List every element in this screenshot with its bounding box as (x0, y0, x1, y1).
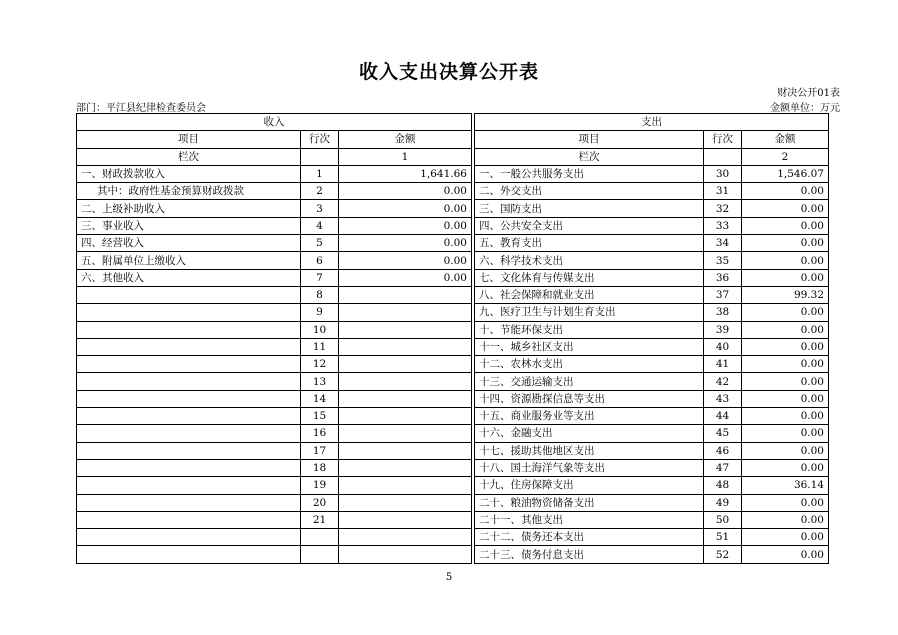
income-amount: 0.00 (339, 217, 472, 234)
income-amount-index: 1 (339, 148, 472, 165)
expense-item: 十九、住房保障支出 (475, 477, 704, 494)
table-row (77, 494, 829, 511)
table-row (77, 235, 829, 252)
table-row (77, 269, 829, 286)
expense-amount: 99.32 (742, 286, 829, 303)
expense-amount: 0.00 (742, 390, 829, 407)
page-number: 5 (445, 572, 453, 583)
expense-amount: 0.00 (742, 304, 829, 321)
income-item: 其中：政府性基金预算财政拨款 (77, 183, 301, 200)
expense-item: 十七、援助其他地区支出 (475, 442, 704, 459)
expense-amount: 0.00 (742, 459, 829, 476)
expense-amount: 0.00 (742, 217, 829, 234)
expense-line: 49 (704, 494, 742, 511)
income-item (77, 321, 301, 338)
expense-amount: 0.00 (742, 269, 829, 286)
income-amount (339, 304, 472, 321)
table-row (77, 304, 829, 321)
table-row (77, 356, 829, 373)
table-row (77, 529, 829, 546)
expense-item: 十三、交通运输支出 (475, 373, 704, 390)
income-line: 12 (301, 356, 339, 373)
income-item (77, 286, 301, 303)
expense-item: 十八、国土海洋气象等支出 (475, 459, 704, 476)
expense-line: 30 (704, 165, 742, 182)
expense-amount: 0.00 (742, 356, 829, 373)
expense-line: 33 (704, 217, 742, 234)
income-line: 9 (301, 304, 339, 321)
table-row (77, 286, 829, 303)
expense-item-header: 项目 (475, 131, 704, 148)
income-item (77, 477, 301, 494)
income-amount-header: 金额 (339, 131, 472, 148)
table-row (77, 390, 829, 407)
expense-line-header: 行次 (704, 131, 742, 148)
income-item (77, 425, 301, 442)
income-item (77, 511, 301, 528)
expense-amount: 0.00 (742, 252, 829, 269)
income-section-header: 收入 (77, 114, 472, 131)
department-label: 部门：平江县纪律检查委员会 (76, 103, 206, 114)
expense-item: 二十三、债务付息支出 (475, 546, 704, 563)
income-line (301, 546, 339, 563)
expense-line: 36 (704, 269, 742, 286)
expense-line: 48 (704, 477, 742, 494)
table-row (77, 546, 829, 563)
income-item (77, 390, 301, 407)
income-item (77, 459, 301, 476)
income-amount: 0.00 (339, 183, 472, 200)
income-line: 5 (301, 235, 339, 252)
income-line: 14 (301, 390, 339, 407)
income-amount (339, 373, 472, 390)
income-item: 二、上级补助收入 (77, 200, 301, 217)
income-line: 3 (301, 200, 339, 217)
column-header-row (77, 131, 829, 148)
expense-item: 十六、金融支出 (475, 425, 704, 442)
income-expense-table (76, 113, 829, 564)
expense-line: 46 (704, 442, 742, 459)
income-line: 4 (301, 217, 339, 234)
table-row (77, 408, 829, 425)
page-title: 收入支出决算公开表 (358, 61, 539, 83)
expense-amount: 0.00 (742, 442, 829, 459)
table-row (77, 373, 829, 390)
income-amount (339, 442, 472, 459)
income-amount: 0.00 (339, 235, 472, 252)
table-row (77, 217, 829, 234)
income-line: 2 (301, 183, 339, 200)
table-row (77, 477, 829, 494)
expense-line: 39 (704, 321, 742, 338)
income-line: 8 (301, 286, 339, 303)
expense-item: 二十、粮油物资储备支出 (475, 494, 704, 511)
expense-item: 八、社会保障和就业支出 (475, 286, 704, 303)
income-amount: 0.00 (339, 269, 472, 286)
expense-item: 一、一般公共服务支出 (475, 165, 704, 182)
expense-line: 52 (704, 546, 742, 563)
income-line: 16 (301, 425, 339, 442)
expense-amount: 0.00 (742, 494, 829, 511)
income-line: 1 (301, 165, 339, 182)
income-amount (339, 511, 472, 528)
expense-amount: 0.00 (742, 200, 829, 217)
income-amount (339, 529, 472, 546)
income-item (77, 338, 301, 355)
income-amount (339, 546, 472, 563)
income-amount (339, 459, 472, 476)
income-line: 18 (301, 459, 339, 476)
income-item (77, 529, 301, 546)
income-amount (339, 408, 472, 425)
expense-line: 44 (704, 408, 742, 425)
expense-item: 九、医疗卫生与计划生育支出 (475, 304, 704, 321)
income-item (77, 408, 301, 425)
income-line: 7 (301, 269, 339, 286)
income-item (77, 356, 301, 373)
column-index-row (77, 148, 829, 165)
table-row (77, 511, 829, 528)
income-line (301, 529, 339, 546)
expense-item: 七、文化体育与传媒支出 (475, 269, 704, 286)
income-amount (339, 425, 472, 442)
expense-item: 十、节能环保支出 (475, 321, 704, 338)
income-item (77, 442, 301, 459)
income-amount (339, 286, 472, 303)
table-row (77, 183, 829, 200)
income-line: 19 (301, 477, 339, 494)
income-amount (339, 494, 472, 511)
income-item: 五、附属单位上缴收入 (77, 252, 301, 269)
expense-line: 41 (704, 356, 742, 373)
expense-line: 42 (704, 373, 742, 390)
expense-line: 37 (704, 286, 742, 303)
expense-amount: 0.00 (742, 425, 829, 442)
income-item-header: 项目 (77, 131, 301, 148)
table-row (77, 442, 829, 459)
expense-line: 31 (704, 183, 742, 200)
amount-unit-label: 金额单位：万元 (770, 103, 840, 114)
expense-amount: 0.00 (742, 235, 829, 252)
expense-line: 38 (704, 304, 742, 321)
expense-amount: 0.00 (742, 338, 829, 355)
table-row (77, 338, 829, 355)
income-amount (339, 356, 472, 373)
income-index-label: 栏次 (77, 148, 301, 165)
income-item (77, 304, 301, 321)
expense-amount-header: 金额 (742, 131, 829, 148)
income-item (77, 373, 301, 390)
expense-amount: 0.00 (742, 373, 829, 390)
income-item: 一、财政拨款收入 (77, 165, 301, 182)
table-row (77, 252, 829, 269)
expense-item: 十一、城乡社区支出 (475, 338, 704, 355)
expense-line: 50 (704, 511, 742, 528)
income-line: 17 (301, 442, 339, 459)
section-header-row (77, 114, 829, 131)
expense-line: 51 (704, 529, 742, 546)
income-line: 6 (301, 252, 339, 269)
income-amount (339, 477, 472, 494)
expense-line: 40 (704, 338, 742, 355)
table-row (77, 459, 829, 476)
table-row (77, 165, 829, 182)
income-line: 15 (301, 408, 339, 425)
expense-item: 十二、农林水支出 (475, 356, 704, 373)
expense-item: 二十一、其他支出 (475, 511, 704, 528)
income-line: 10 (301, 321, 339, 338)
expense-item: 十四、资源勘探信息等支出 (475, 390, 704, 407)
income-line-header: 行次 (301, 131, 339, 148)
expense-line: 35 (704, 252, 742, 269)
income-amount (339, 321, 472, 338)
income-item: 三、事业收入 (77, 217, 301, 234)
expense-line: 34 (704, 235, 742, 252)
income-amount (339, 390, 472, 407)
income-amount: 1,641.66 (339, 165, 472, 182)
table-row (77, 425, 829, 442)
expense-amount: 0.00 (742, 546, 829, 563)
income-line: 11 (301, 338, 339, 355)
table-row (77, 200, 829, 217)
income-line-index (301, 148, 339, 165)
income-amount (339, 338, 472, 355)
expense-item: 二十二、债务还本支出 (475, 529, 704, 546)
expense-item: 二、外交支出 (475, 183, 704, 200)
form-number: 财决公开01表 (777, 88, 840, 99)
expense-line-index (704, 148, 742, 165)
income-line: 21 (301, 511, 339, 528)
expense-index-label: 栏次 (475, 148, 704, 165)
expense-line: 43 (704, 390, 742, 407)
expense-line: 45 (704, 425, 742, 442)
expense-line: 47 (704, 459, 742, 476)
expense-amount: 0.00 (742, 511, 829, 528)
income-amount: 0.00 (339, 252, 472, 269)
table-row (77, 321, 829, 338)
expense-item: 三、国防支出 (475, 200, 704, 217)
expense-amount: 0.00 (742, 321, 829, 338)
income-item: 四、经营收入 (77, 235, 301, 252)
expense-item: 六、科学技术支出 (475, 252, 704, 269)
expense-item: 四、公共安全支出 (475, 217, 704, 234)
expense-item: 五、教育支出 (475, 235, 704, 252)
expense-amount: 0.00 (742, 529, 829, 546)
expense-line: 32 (704, 200, 742, 217)
income-line: 20 (301, 494, 339, 511)
expense-section-header: 支出 (475, 114, 829, 131)
expense-amount-index: 2 (742, 148, 829, 165)
expense-amount: 1,546.07 (742, 165, 829, 182)
expense-amount: 36.14 (742, 477, 829, 494)
expense-amount: 0.00 (742, 183, 829, 200)
income-item (77, 494, 301, 511)
income-amount: 0.00 (339, 200, 472, 217)
income-line: 13 (301, 373, 339, 390)
expense-item: 十五、商业服务业等支出 (475, 408, 704, 425)
income-item: 六、其他收入 (77, 269, 301, 286)
income-item (77, 546, 301, 563)
expense-amount: 0.00 (742, 408, 829, 425)
